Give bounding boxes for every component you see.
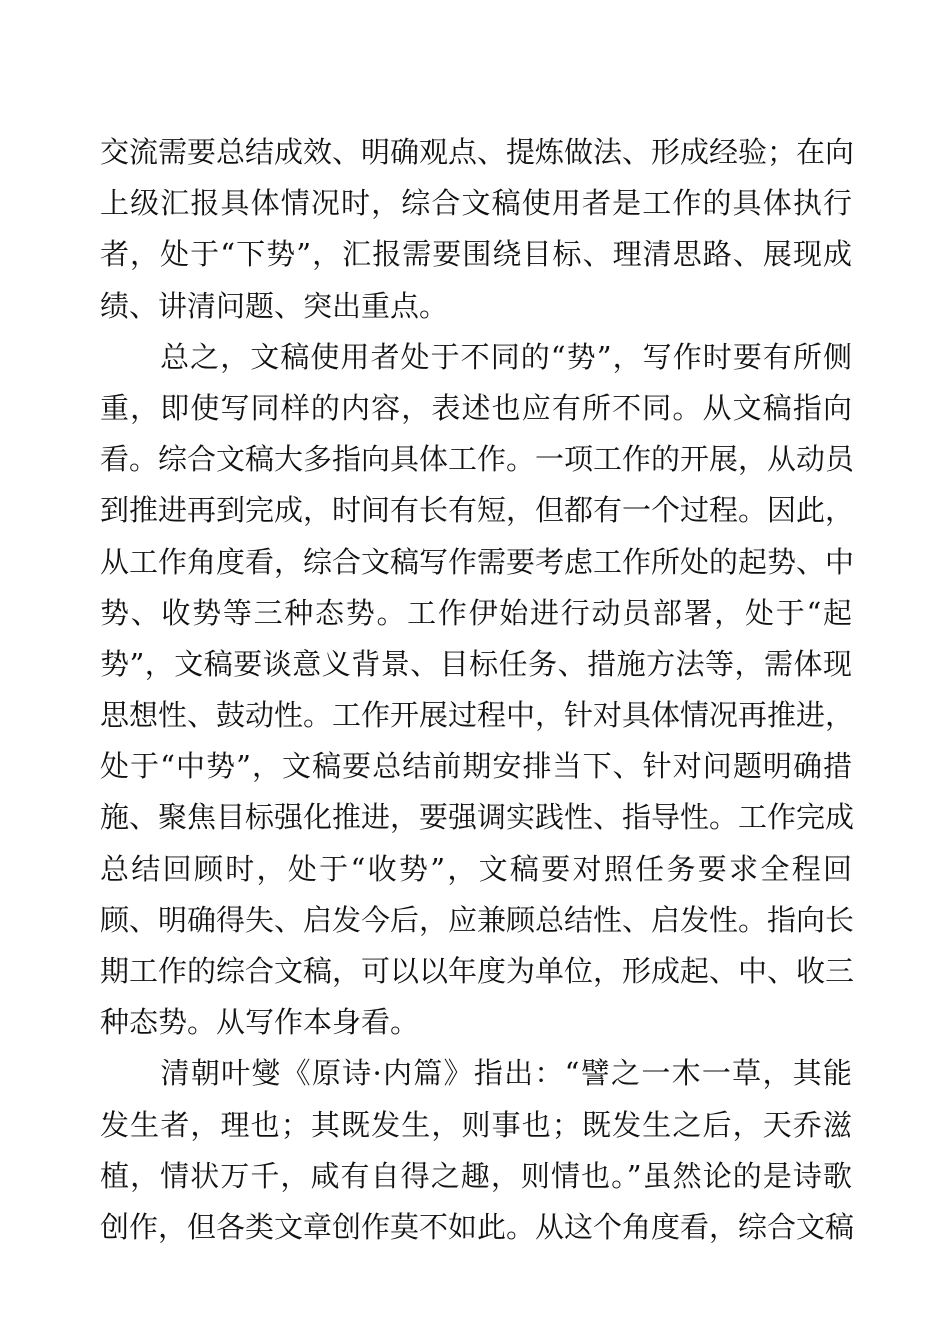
text-line: 期工作的综合文稿，可以以年度为单位，形成起、中、收三 [100,954,855,988]
text-line: 交流需要总结成效、明确观点、提炼做法、形成经验；在向 [100,135,855,169]
text-line: 思想性、鼓动性。工作开展过程中，针对具体情况再推进， [100,698,855,733]
text-line: 顾、明确得失、启发今后，应兼顾总结性、启发性。指向长 [100,902,855,937]
text-line: 者，处于“下势”，汇报需要围绕目标、理清思路、展现成 [100,237,852,272]
text-line: 发生者，理也；其既发生，则事也；既发生之后，天乔滋 [100,1107,852,1142]
body-text [100,127,855,1253]
text-line: 势、收势等三种态势。工作伊始进行动员部署，处于“起 [100,595,852,630]
paragraph [100,332,855,1049]
text-line: 重，即使写同样的内容，表述也应有所不同。从文稿指向 [100,390,852,425]
text-line: 种态势。从写作本身看。 [100,1005,420,1040]
text-line: 从工作角度看，综合文稿写作需要考虑工作所处的起势、中 [100,544,855,579]
text-line: 看。综合文稿大多指向具体工作。一项工作的开展，从动员 [100,442,855,477]
text-line: 处于“中势”，文稿要总结前期安排当下、针对问题明确措 [100,749,852,784]
text-line: 清朝叶燮《原诗·内篇》指出：“譬之一木一草，其能 [100,1056,852,1091]
text-line: 势”，文稿要谈意义背景、目标任务、措施方法等，需体现 [100,646,852,681]
text-line: 绩、讲清问题、突出重点。 [100,288,449,323]
text-line: 植，情状万千，咸有自得之趣，则情也。”虽然论的是诗歌 [100,1158,852,1193]
text-line: 总之，文稿使用者处于不同的“势”，写作时要有所侧 [100,339,852,374]
text-line: 上级汇报具体情况时，综合文稿使用者是工作的具体执行 [100,186,852,221]
text-line: 总结回顾时，处于“收势”，文稿要对照任务要求全程回 [100,851,852,886]
paragraph [100,127,855,332]
paragraph [100,1048,855,1253]
text-line: 施、聚焦目标强化推进，要强调实践性、指导性。工作完成 [100,800,855,835]
text-line: 创作，但各类文章创作莫不如此。从这个角度看，综合文稿 [100,1209,855,1244]
text-line: 到推进再到完成，时间有长有短，但都有一个过程。因此， [100,493,855,528]
